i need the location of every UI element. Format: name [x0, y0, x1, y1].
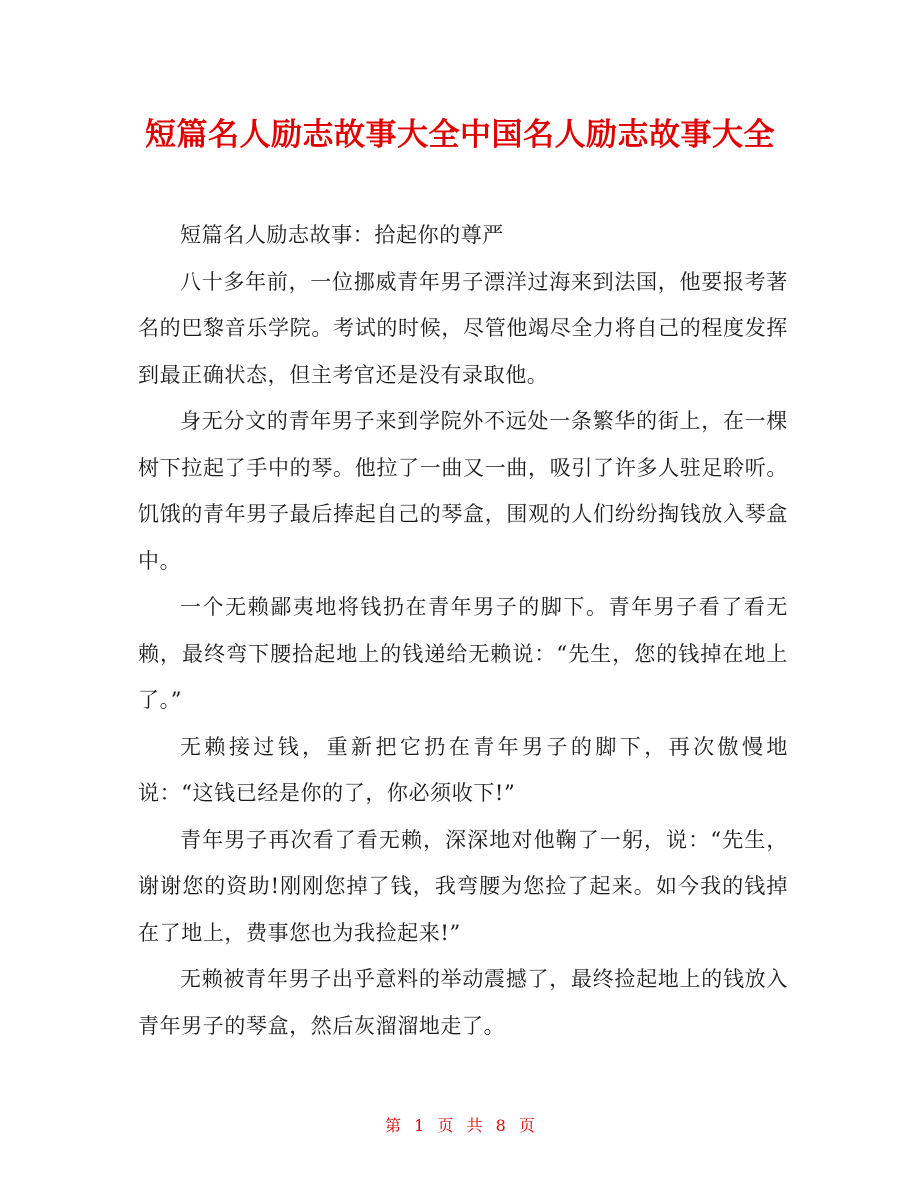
paragraph: 青年男子再次看了看无赖，深深地对他鞠了一躬，说：“先生，谢谢您的资助!刚刚您掉了钱，我弯腰为您捡了起来。如今我的钱掉在了地上，费事您也为我捡起来!” — [138, 827, 788, 945]
page-footer — [0, 1114, 920, 1138]
footer-label-total-unit: 页 — [518, 1116, 535, 1135]
footer-label-page-unit: 页 — [437, 1116, 454, 1135]
paragraph: 身无分文的青年男子来到学院外不远处一条繁华的街上，在一棵树下拉起了手中的琴。他拉了一曲又一曲，吸引了许多人驻足聆听。饥饿的青年男子最后捧起自己的琴盒，围观的人们纷纷掏钱放入琴盒中。 — [138, 409, 788, 573]
footer-label-page: 第 — [385, 1116, 402, 1135]
footer-total-pages: 8 — [495, 1116, 506, 1135]
footer-current-page: 1 — [414, 1116, 425, 1135]
paragraph: 无赖接过钱，重新把它扔在青年男子的脚下，再次傲慢地说：“这钱已经是你的了，你必须收下!” — [138, 734, 788, 805]
footer-label-total: 共 — [466, 1116, 483, 1135]
paragraph: 八十多年前，一位挪威青年男子漂洋过海来到法国，他要报考著名的巴黎音乐学院。考试的时候，尽管他竭尽全力将自己的程度发挥到最正确状态，但主考官还是没有录取他。 — [138, 269, 788, 387]
page-title: 短篇名人励志故事大全中国名人励志故事大全 — [145, 117, 775, 153]
paragraph: 无赖被青年男子出乎意料的举动震撼了，最终捡起地上的钱放入青年男子的琴盒，然后灰溜溜地走了。 — [138, 967, 788, 1038]
paragraph: 一个无赖鄙夷地将钱扔在青年男子的脚下。青年男子看了看无赖，最终弯下腰拾起地上的钱递给无赖说：“先生，您的钱掉在地上了。” — [138, 595, 788, 712]
paragraph-subtitle: 短篇名人励志故事：拾起你的尊严 — [180, 223, 504, 247]
document-body — [138, 212, 788, 1049]
